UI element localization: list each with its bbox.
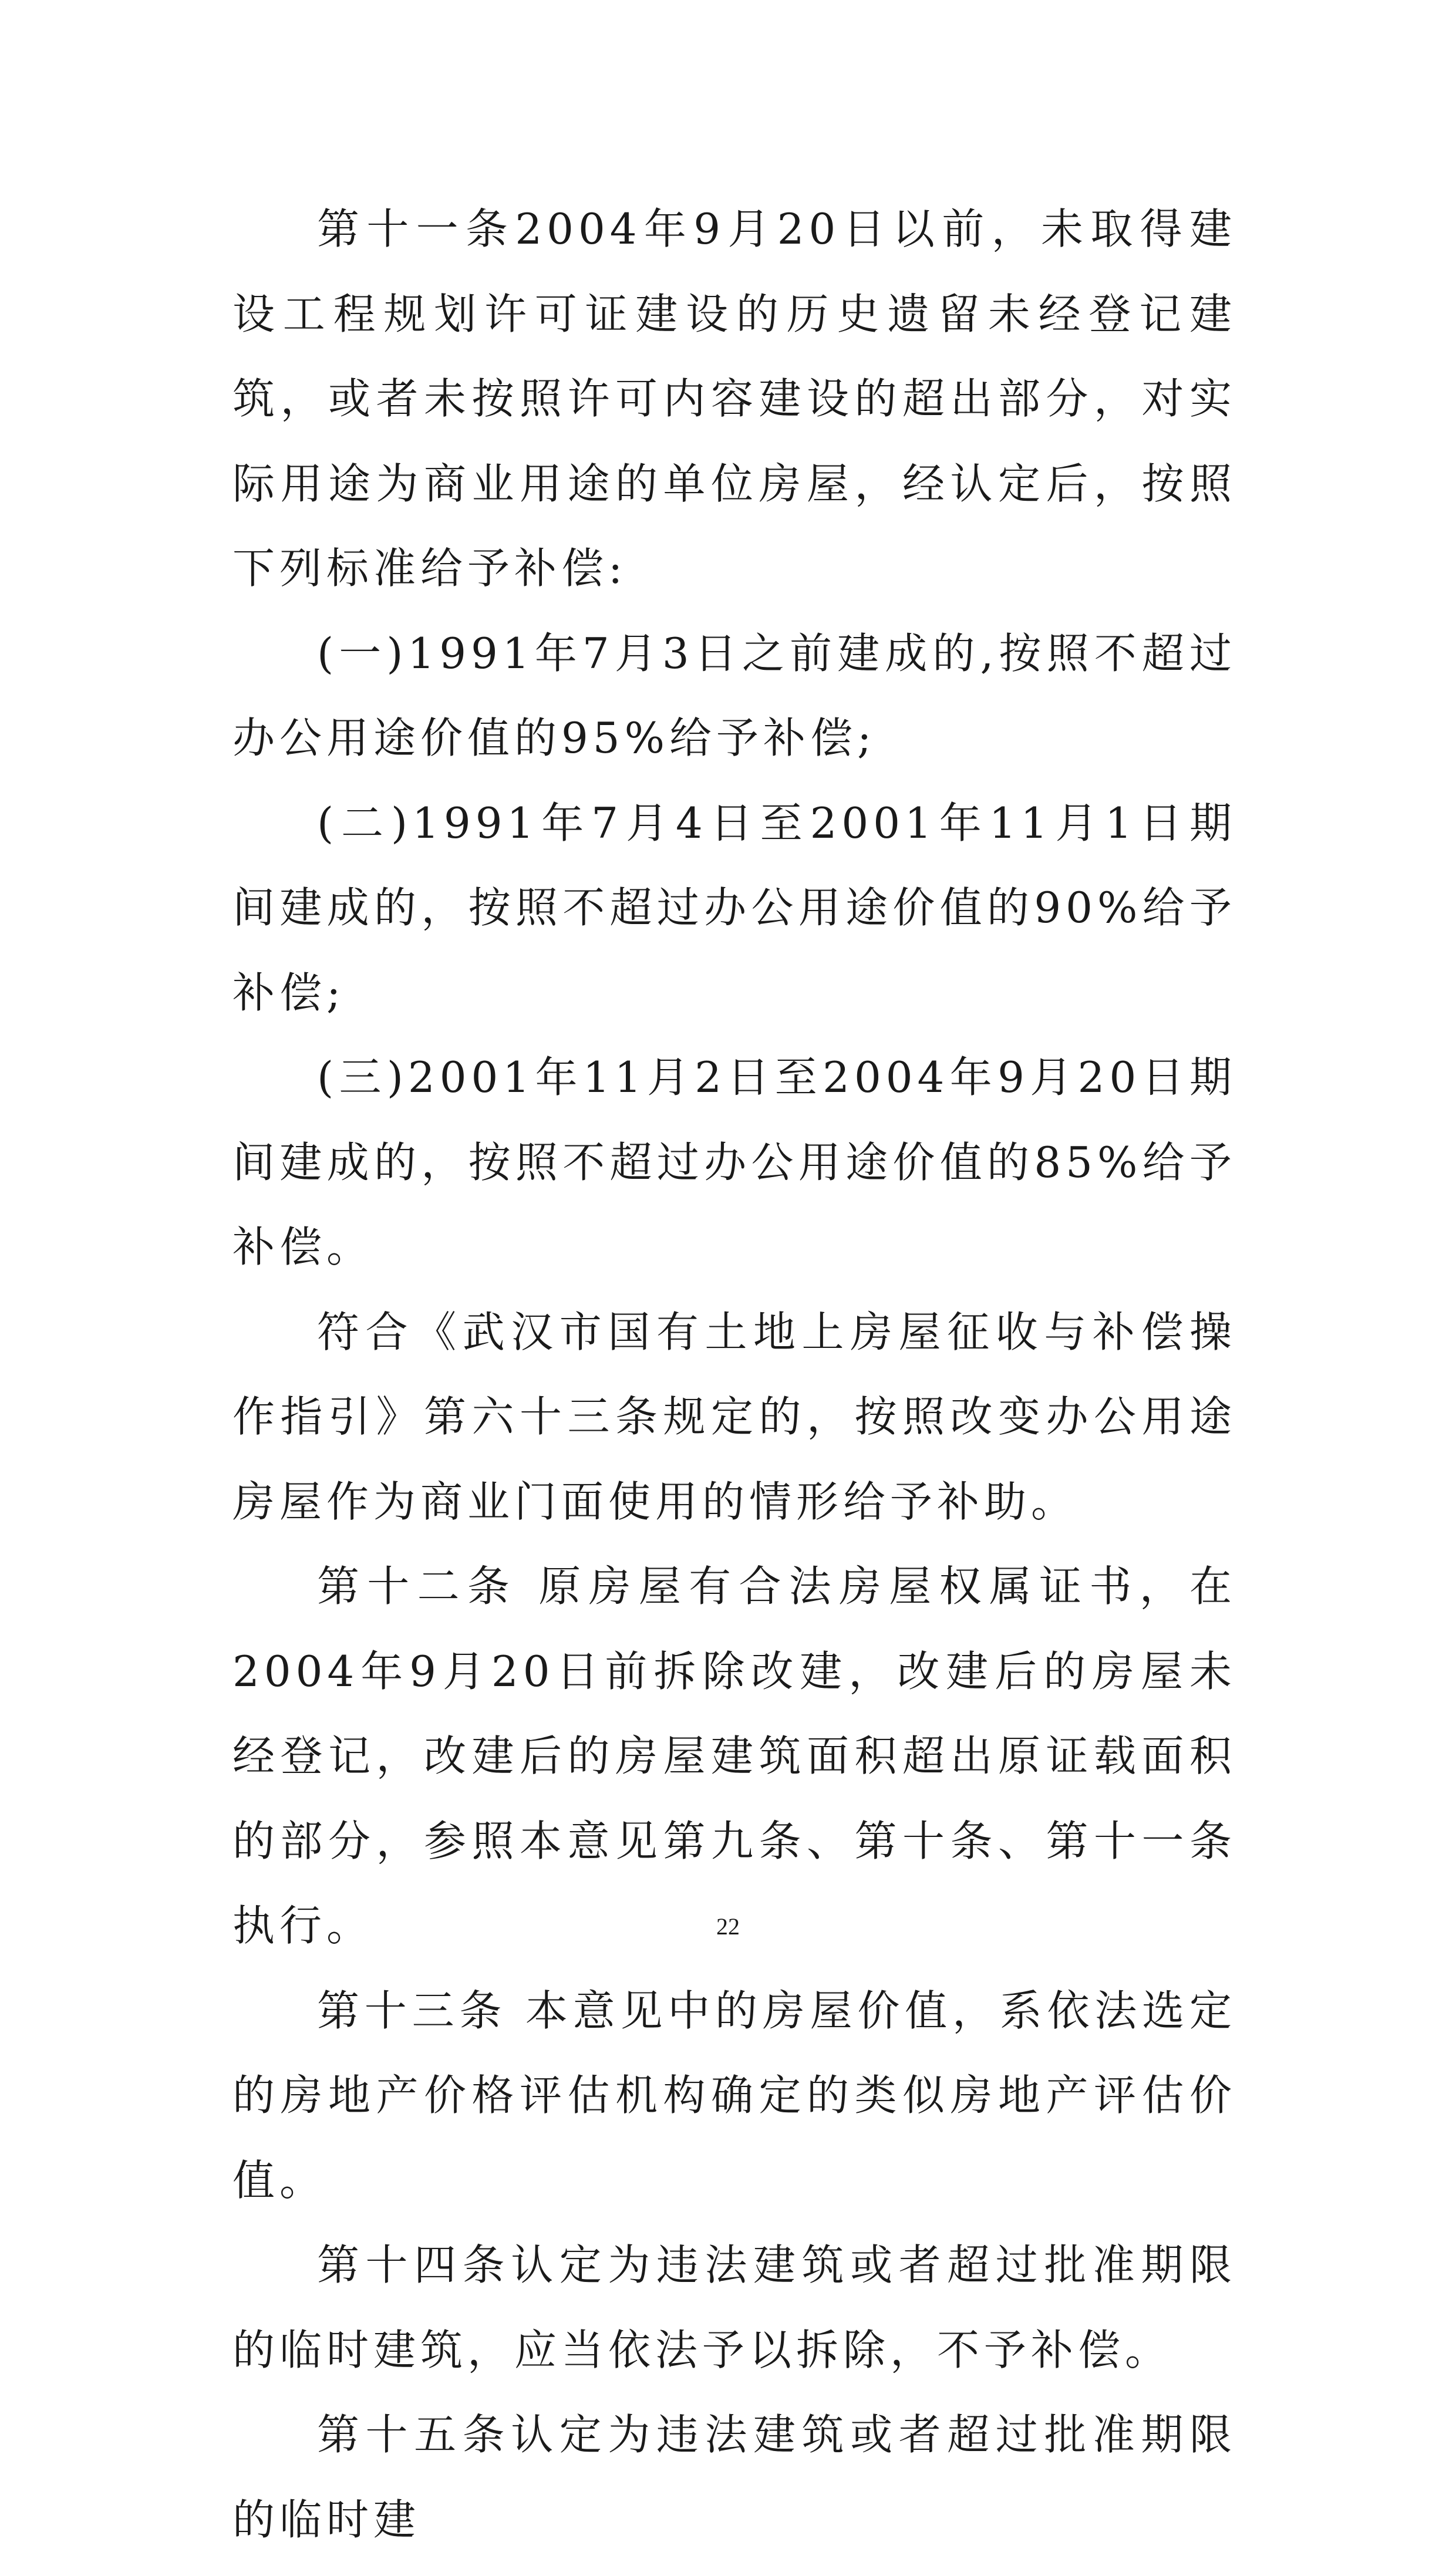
paragraph-article-15: 第十五条认定为违法建筑或者超过批准期限的临时建: [232, 2410, 1236, 2544]
paragraph-item-2: (二)1991年7月4日至2001年11月1日期间建成的，按照不超过办公用途价值的90%给予补偿;: [232, 798, 1236, 1017]
paragraph-article-11: 第十一条2004年9月20日以前，未取得建设工程规划许可证建设的历史遗留未经登记建筑，或者未按照许可内容建设的超出部分，对实际用途为商业用途的单位房屋，经认定后，按照下列标准给予补偿:: [232, 204, 1236, 593]
paragraph-article-12: 第十二条 原房屋有合法房屋权属证书，在2004年9月20日前拆除改建，改建后的房屋未经登记，改建后的房屋建筑面积超出原证载面积的部分，参照本意见第九条、第十条、第十一条执行。: [232, 1562, 1236, 1950]
paragraph-item-1: (一)1991年7月3日之前建成的,按照不超过办公用途价值的95%给予补偿;: [232, 628, 1236, 763]
paragraph-article-13: 第十三条 本意见中的房屋价值，系依法选定的房地产价格评估机构确定的类似房地产评估价值。: [232, 1985, 1236, 2205]
page-number: 22: [716, 1913, 740, 1940]
paragraph-item-3: (三)2001年11月2日至2004年9月20日期间建成的，按照不超过办公用途价值的85%给予补偿。: [232, 1053, 1236, 1272]
paragraph-article-14: 第十四条认定为违法建筑或者超过批准期限的临时建筑，应当依法予以拆除，不予补偿。: [232, 2240, 1236, 2375]
paragraph-guideline-reference: 符合《武汉市国有土地上房屋征收与补偿操作指引》第六十三条规定的，按照改变办公用途房屋作为商业门面使用的情形给予补助。: [232, 1307, 1236, 1526]
document-body: [232, 187, 1236, 2562]
